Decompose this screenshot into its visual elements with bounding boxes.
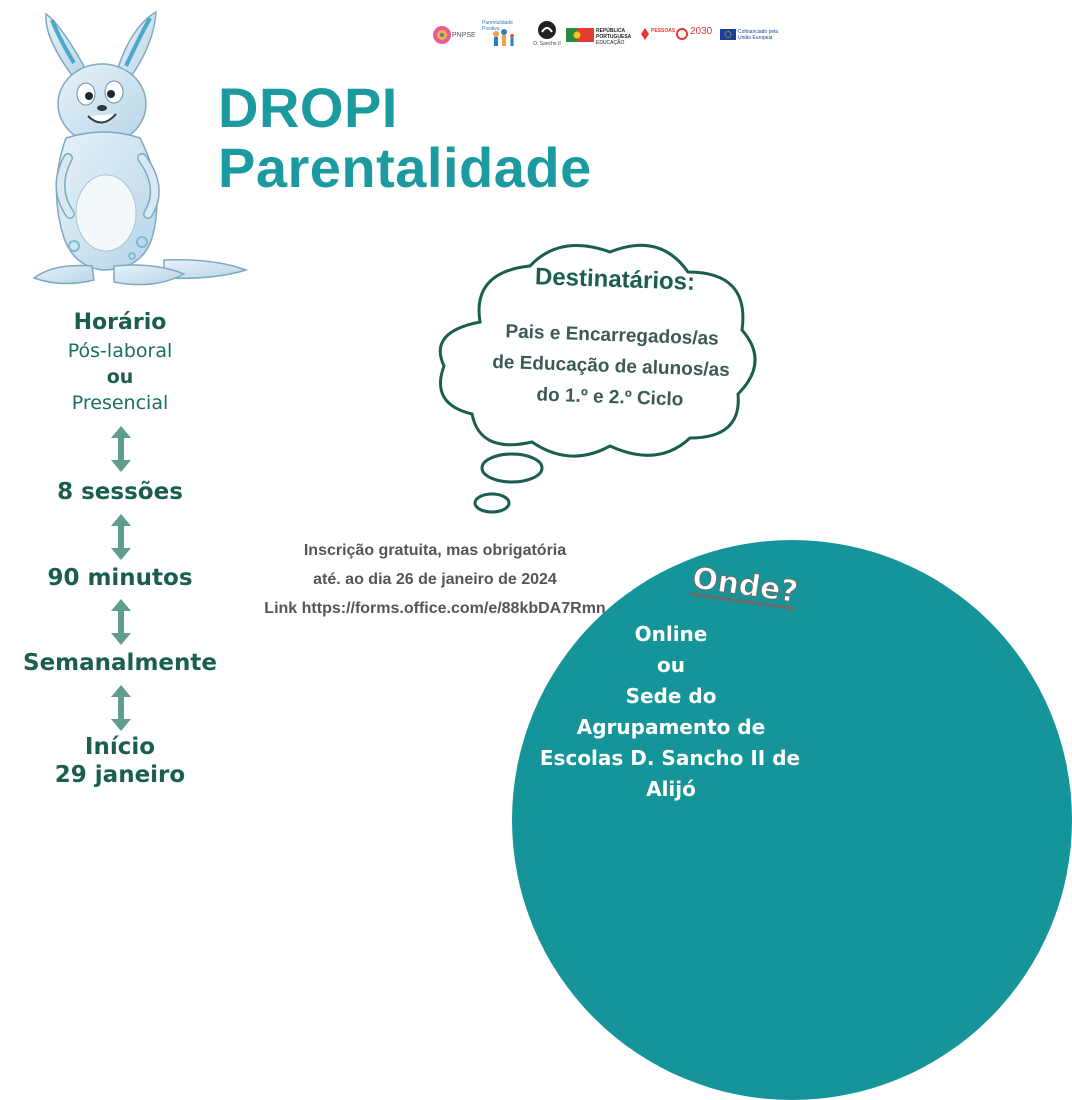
sessions-label: 8 sessões (57, 479, 183, 505)
destinatarios-heading: Destinatários: (534, 263, 696, 296)
destinatarios-line-2: de Educação de alunos/as (491, 351, 731, 382)
duration-label: 90 minutos (47, 565, 193, 591)
double-arrow-icon (106, 685, 136, 731)
double-arrow-icon (106, 514, 136, 560)
partner-logos (432, 20, 784, 50)
inicio-block (0, 733, 240, 789)
onde-line: Escolas D. Sancho II de (539, 746, 801, 770)
svg-text:PNPSE: PNPSE (452, 32, 476, 39)
portugal-2030-logo: 2030 (676, 20, 712, 50)
title-line-2: Parentalidade (218, 136, 592, 199)
double-arrow-icon (106, 426, 136, 472)
frequency-label: Semanalmente (23, 650, 217, 676)
onde-line: ou (657, 653, 685, 677)
horario-heading: Horário (73, 310, 167, 335)
pnpse-logo (432, 20, 476, 50)
onde-line: Agrupamento de (576, 715, 766, 739)
destinatarios-text (456, 315, 765, 419)
parentalidade-positiva-logo: Parentalidade Positiva (482, 20, 526, 50)
eu-flag-logo: Cofinanciado pela União Europeia (720, 20, 784, 50)
inscricao-link[interactable]: Link https://forms.office.com/e/88kbDA7Rmn (264, 600, 606, 617)
horario-block (0, 308, 240, 416)
title-line-1: DROPI (218, 76, 398, 139)
onde-line: Alijó (646, 777, 696, 801)
school-logo: D. Sancho II (532, 20, 562, 50)
inscricao-block (230, 536, 640, 623)
horario-option-1: Pós-laboral (67, 340, 173, 362)
horario-option-2: Presencial (71, 392, 169, 414)
onde-heading: Onde? (690, 560, 801, 611)
inicio-label: Início (84, 734, 156, 760)
inicio-date: 29 janeiro (54, 762, 186, 788)
inscricao-line-2: até. ao dia 26 de janeiro de 2024 (313, 571, 557, 588)
destinatarios-line-1: Pais e Encarregados/as (505, 321, 720, 350)
pessoas-logo: PESSOAS (640, 20, 674, 50)
inscricao-line-1: Inscrição gratuita, mas obrigatória (303, 542, 567, 559)
onde-line: Online (634, 622, 708, 646)
destinatarios-line-3: do 1.º e 2.º Ciclo (536, 384, 684, 411)
page-title (218, 78, 592, 198)
horario-or: ou (106, 366, 134, 388)
double-arrow-icon (106, 599, 136, 645)
onde-line: Sede do (625, 684, 717, 708)
republica-portuguesa-logo: REPÚBLICA PORTUGUESA EDUCAÇÃO (566, 20, 634, 50)
